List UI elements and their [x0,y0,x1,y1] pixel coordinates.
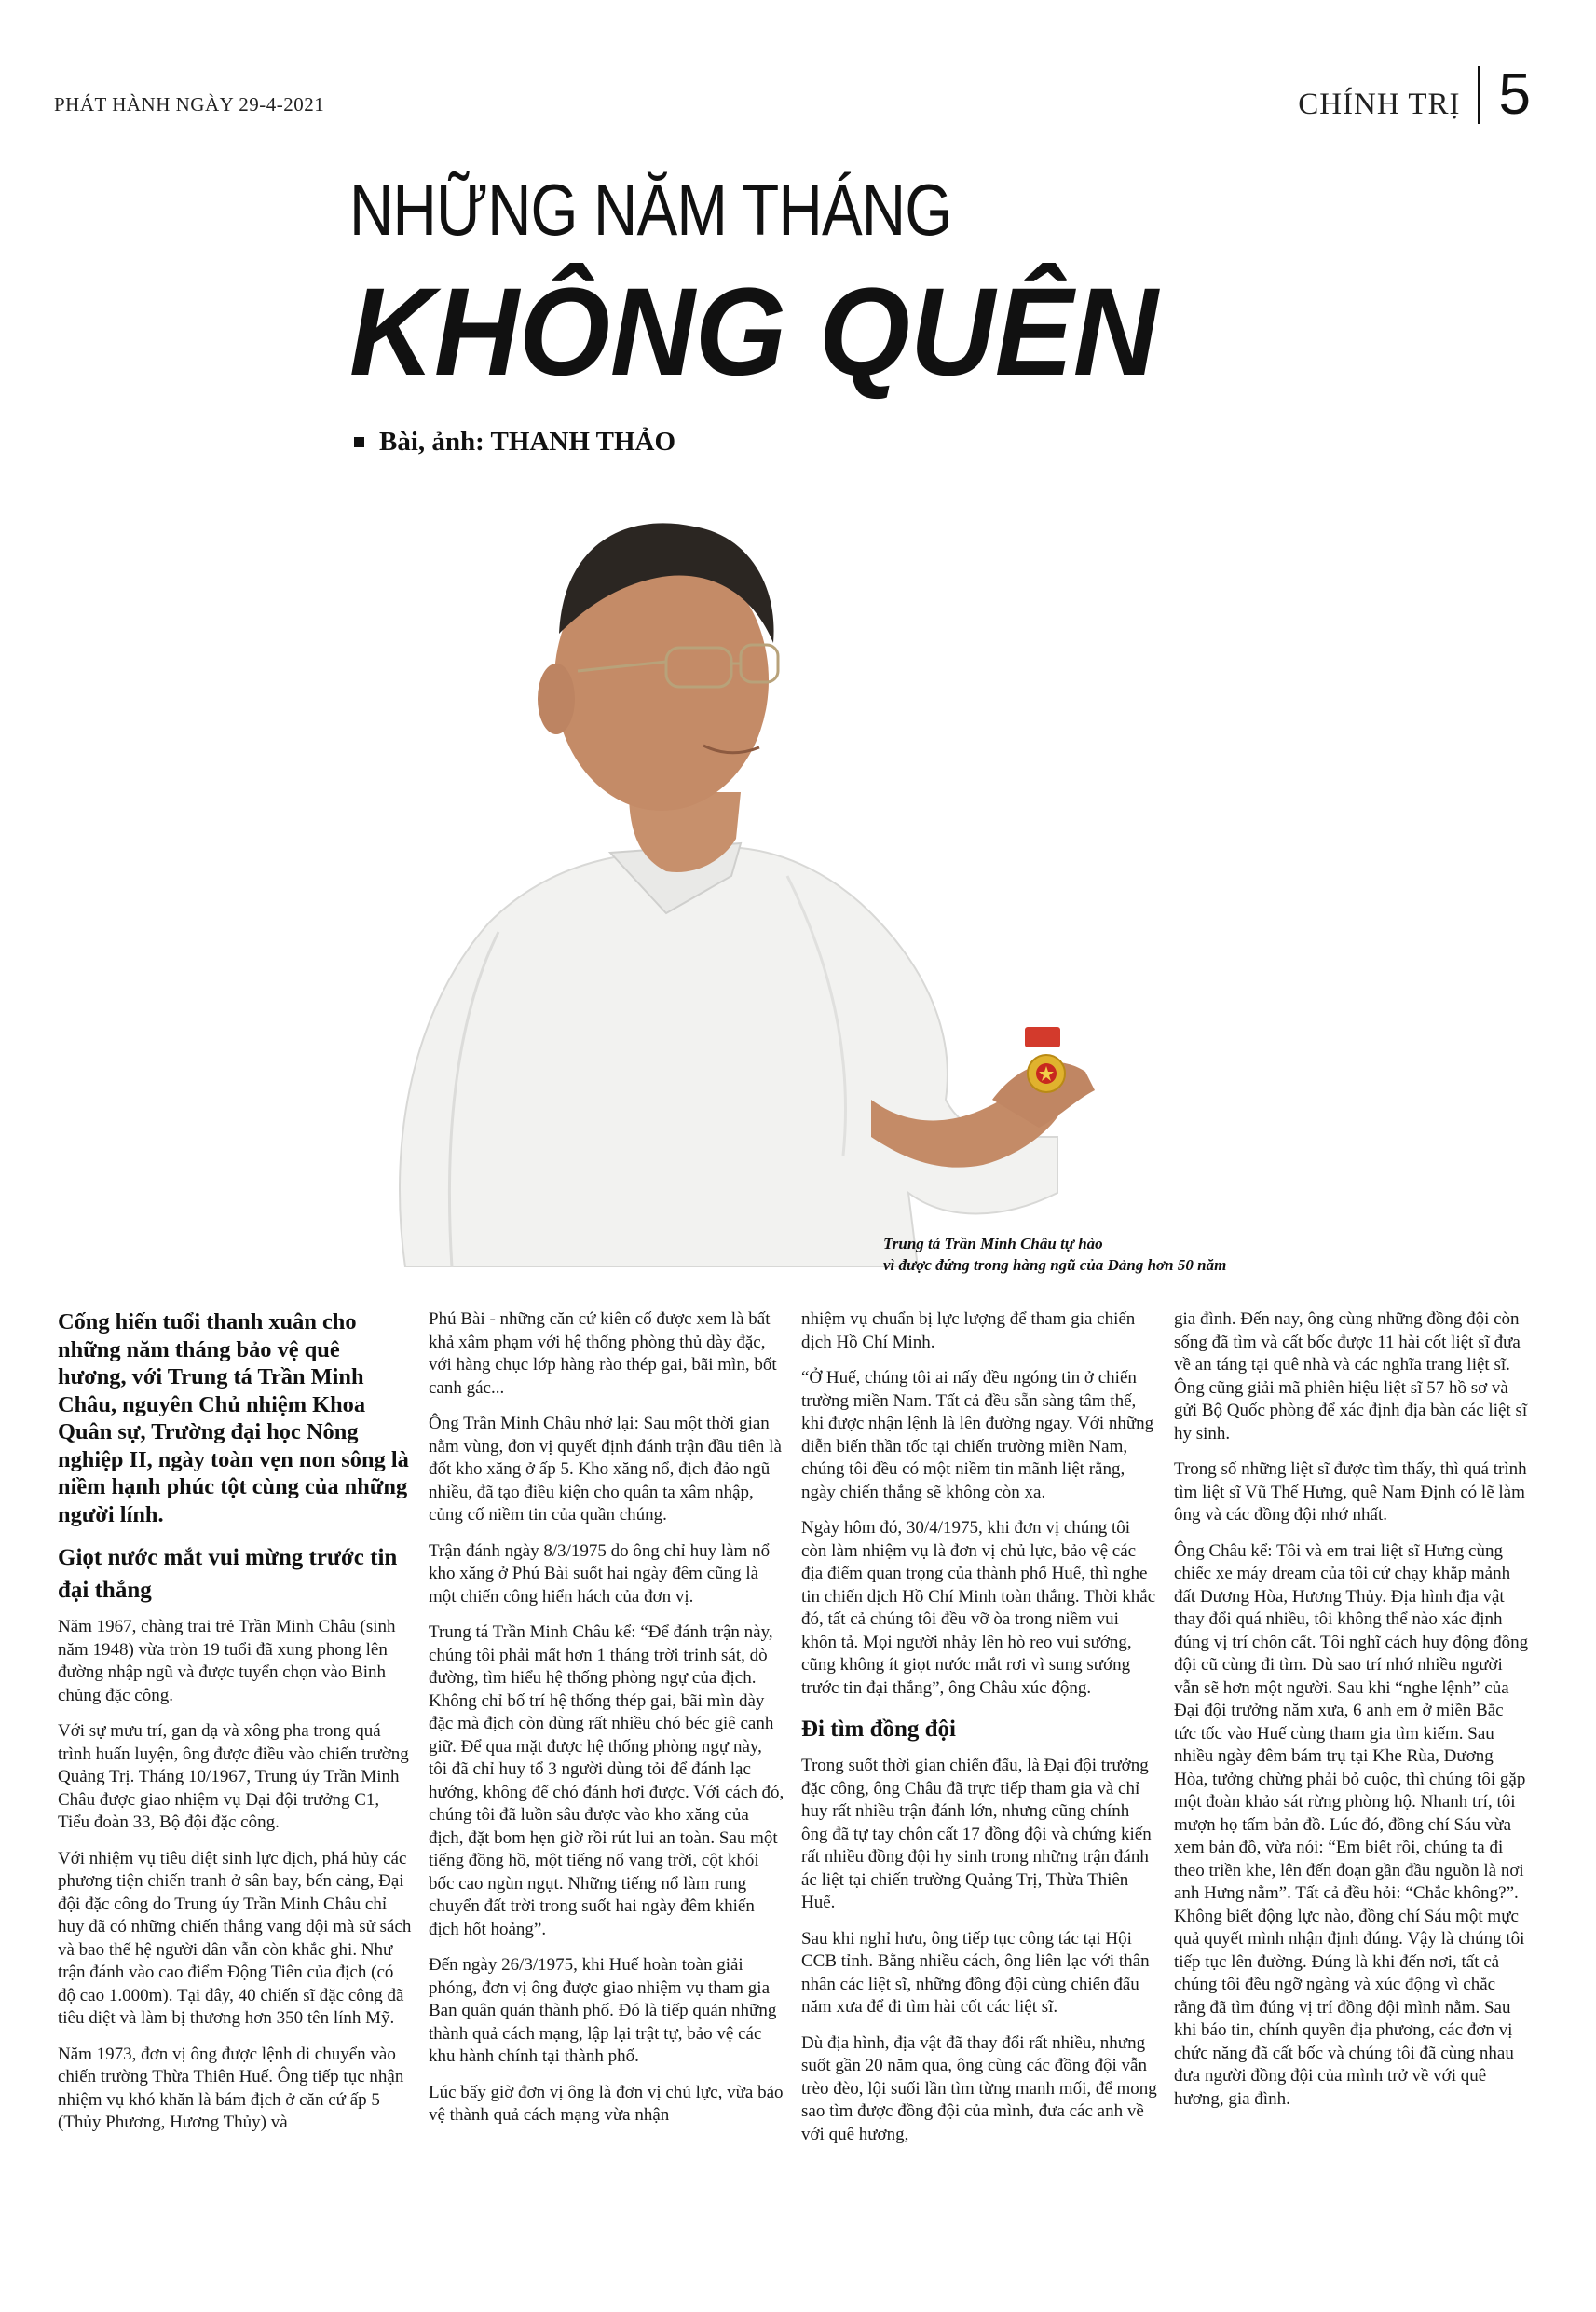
photo-caption [883,1233,1275,1276]
paragraph: nhiệm vụ chuẩn bị lực lượng để tham gia chiến dịch Hồ Chí Minh. [801,1309,1136,1352]
article-column-3 [801,1308,1157,2159]
section-header [1298,62,1531,128]
headline-line-2: KHÔNG QUÊN [349,263,1158,402]
article-column-1 [58,1308,414,2148]
paragraph: Trong suốt thời gian chiến đấu, là Đại đội trưởng đặc công, ông Châu đã trực tiếp tham gia và chỉ huy rất nhiều trận đánh lớn, nhưng cũng chính ông đã tự tay chôn cất 17 đồng đội và chứng kiến rất nhiều đồng đội hy sinh trong những trận đánh ác liệt tại chiến trường Quảng Trị, Thừa Thiên Huế. [801,1756,1152,1912]
caption-line-2: vì được đứng trong hàng ngũ của Đảng hơn 50 năm [883,1256,1227,1274]
portrait-photo [349,485,1253,1267]
subheading-1: Giọt nước mắt vui mừng trước tin đại thắng [58,1545,398,1603]
paragraph: Đến ngày 26/3/1975, khi Huế hoàn toàn giải phóng, đơn vị ông được giao nhiệm vụ tham gia Ban quân quản thành phố. Đó là tiếp quản những thành quả cách mạng, lập lại trật tự, bảo vệ các khu hành chính tại thành phố. [429,1955,777,2066]
paragraph: Phú Bài - những căn cứ kiên cố được xem là bất khả xâm phạm với hệ thống phòng thủ dày đặc, với hàng chục lớp hàng rào thép gai, bãi mìn, bốt canh gác... [429,1309,777,1398]
section-name: CHÍNH TRỊ [1298,88,1461,121]
paragraph: Lúc bấy giờ đơn vị ông là đơn vị chủ lực, vừa bảo vệ thành quả cách mạng vừa nhận [429,2082,784,2125]
medal [1025,1027,1065,1092]
paragraph: Ông Châu kể: Tôi và em trai liệt sĩ Hưng cùng chiếc xe máy dream của tôi cứ chạy khắp mảnh đất Dương Hòa, Hương Thủy. Địa hình địa vật thay đổi quá nhiều, tôi không thể nào xác định đúng vị trí chôn cất. Tôi nghĩ cách huy động đồng đội cũ cùng đi tìm. Dù sao trí nhớ nhiều người vẫn sẽ hơn một người. Sau khi “nghe lệnh” của Đại đội trưởng năm xưa, 6 anh em ở miền Bắc tức tốc vào Huế cùng tham gia tìm kiếm. Sau nhiều ngày đêm bám trụ tại Khe Rùa, Dương Hòa, tưởng chừng phải bỏ cuộc, thì chúng tôi gặp một đoàn khảo sát rừng phòng hộ. Nhanh trí, tôi mượn họ tấm bản đồ. Lúc đó, đồng chí Sáu vừa xem bản đồ, vừa nói: “Em biết rồi, chúng ta đi theo triền khe, lên đến đoạn gần đầu nguồn là nơi anh Hưng nằm”. Tất cả đều hỏi: “Chắc không?”. Không biết động lực nào, đồng chí Sáu một mực quả quyết mình nhận định đúng. Vậy là chúng tôi tiếp tục lên đường. Đúng là khi đến nơi, tất cả chúng tôi đều ngỡ ngàng và xúc động vì chắc rằng đã tìm đúng vị trí đồng đội mình nằm. Sau khi báo tin, chính quyền địa phương, các đơn vị chức năng đã cất bốc và chúng tôi đã cùng nhau đưa người đồng đội của mình trở về với quê hương, gia đình. [1174,1540,1529,2109]
paragraph: Trận đánh ngày 8/3/1975 do ông chỉ huy làm nổ kho xăng ở Phú Bài suốt hai ngày đêm cũng là một chiến công hiển hách của đơn vị. [429,1540,771,1607]
paragraph: Với sự mưu trí, gan dạ và xông pha trong quá trình huấn luyện, ông được điều vào chiến trường Quảng Trị. Tháng 10/1967, Trung úy Trần Minh Châu được giao nhiệm vụ Đại đội trưởng C1, Tiểu đoàn 33, Bộ đội đặc công. [58,1721,409,1832]
paragraph: Ngày hôm đó, 30/4/1975, khi đơn vị chúng tôi còn làm nhiệm vụ là đơn vị chủ lực, bảo vệ các địa điểm quan trọng của thành phố Huế, thì nghe tin chiến dịch Hồ Chí Minh toàn thắng. Thời khắc đó, tất cả chúng tôi đều vỡ òa trong niềm vui khôn tả. Mọi người nhảy lên hò reo vui sướng, cũng không ít giọt nước mắt rơi vì sung sướng trước tin đại thắng”, ông Châu xúc động. [801,1518,1156,1698]
paragraph: Ông Trần Minh Châu nhớ lại: Sau một thời gian nằm vùng, đơn vị quyết định đánh trận đầu tiên là đốt kho xăng ở ấp 5. Kho xăng nổ, địch đảo ngũ nhiều, đã tạo điều kiện cho quân ta xâm nhập, củng cố niềm tin của quần chúng. [429,1414,782,1525]
paragraph: gia đình. Đến nay, ông cùng những đồng đội còn sống đã tìm và cất bốc được 11 hài cốt liệt sĩ đưa về an táng tại quê nhà và các nghĩa trang liệt sĩ. Ông cũng giải mã phiên hiệu liệt sĩ 57 hồ sơ và gửi Bộ Quốc phòng để xác định địa bàn các liệt sĩ hy sinh. [1174,1309,1528,1443]
header-divider [1478,66,1480,124]
subheading-2: Đi tìm đồng đội [801,1717,957,1742]
paragraph: “Ở Huế, chúng tôi ai nấy đều ngóng tin ở chiến trường miền Nam. Tất cả đều sẵn sàng tâm thế, khi được nhận lệnh là lên đường ngay. Với những diễn biến thần tốc tại chiến trường miền Nam, chúng tôi đều có một niềm tin mãnh liệt rằng, ngày chiến thắng sẽ không còn xa. [801,1368,1154,1502]
paragraph: Sau khi nghỉ hưu, ông tiếp tục công tác tại Hội CCB tỉnh. Bằng nhiều cách, ông liên lạc với thân nhân các liệt sĩ, những đồng đội cùng chiến đấu năm xưa để đi tìm hài cốt các liệt sĩ. [801,1928,1150,2017]
paragraph: Năm 1973, đơn vị ông được lệnh di chuyển vào chiến trường Thừa Thiên Huế. Ông tiếp tục nhận nhiệm vụ khó khăn là bám địch ở căn cứ ấp 5 (Thủy Phương, Hương Thủy) và [58,2044,404,2132]
paragraph: Dù địa hình, địa vật đã thay đổi rất nhiều, nhưng suốt gần 20 năm qua, ông cùng các đồng đội vẫn trèo đèo, lội suối lần tìm từng manh mối, để mong sao tìm được đồng đội của mình, đưa các anh về với quê hương, [801,2032,1157,2144]
paragraph: Năm 1967, chàng trai trẻ Trần Minh Châu (sinh năm 1948) vừa tròn 19 tuổi đã xung phong lên đường nhập ngũ và được tuyển chọn vào Binh chủng đặc công. [58,1617,396,1705]
article-column-2 [429,1308,784,2141]
caption-line-1: Trung tá Trần Minh Châu tự hào [883,1235,1103,1252]
article-column-4 [1174,1308,1530,2124]
paragraph: Với nhiệm vụ tiêu diệt sinh lực địch, phá hủy các phương tiện chiến tranh ở sân bay, bến cảng, Đại đội đặc công do Trung úy Trần Minh Châu chỉ huy đã có những chiến thắng vang dội mà sử sách và bao thế hệ người dân vẫn còn khắc ghi. Như trận đánh vào cao điểm Động Tiên của địch (có độ cao 1.000m). Tại đây, 40 chiến sĩ đặc công đã tiêu diệt và làm bị thương hơn 350 tên lính Mỹ. [58,1848,412,2028]
lead-paragraph: Cống hiến tuổi thanh xuân cho những năm tháng bảo vệ quê hương, với Trung tá Trần Minh Châu, nguyên Chủ nhiệm Khoa Quân sự, Trường đại học Nông nghiệp II, ngày toàn vẹn non sông là niềm hạnh phúc tột cùng của những người lính. [58,1309,409,1527]
issue-date: PHÁT HÀNH NGÀY 29-4-2021 [54,93,325,116]
paragraph: Trung tá Trần Minh Châu kể: “Để đánh trận này, chúng tôi phải mất hơn 1 tháng trời trinh sát, dò đường, tìm hiểu hệ thống phòng ngự của địch. Không chỉ bố trí hệ thống thép gai, bãi mìn dày đặc mà địch còn dùng rất nhiều chó béc giê canh giữ. Để qua mặt được hệ thống phòng ngự này, tôi đã chỉ huy tổ 3 người dùng tỏi để đánh lạc hướng, không để chó đánh hơi được. Với cách đó, chúng tôi đã luồn sâu được vào kho xăng của địch, đặt bom hẹn giờ rồi rút lui an toàn. Sau một tiếng đồng hồ, một tiếng nổ vang trời, cột khói bốc cao ngùn ngụt. Những tiếng nổ làm rung chuyển đất trời trong suốt hai ngày đêm khiến địch hốt hoảng”. [429,1622,784,1939]
photo-subject [400,523,1095,1267]
page-number: 5 [1498,62,1531,127]
byline-text: Bài, ảnh: THANH THẢO [379,427,676,457]
square-bullet-icon [354,437,364,447]
byline [354,427,675,458]
headline-line-1: NHỮNG NĂM THÁNG [349,169,952,251]
paragraph: Trong số những liệt sĩ được tìm thấy, thì quá trình tìm liệt sĩ Vũ Thế Hưng, quê Nam Định có lẽ làm ông và các đồng đội nhớ nhất. [1174,1459,1527,1525]
